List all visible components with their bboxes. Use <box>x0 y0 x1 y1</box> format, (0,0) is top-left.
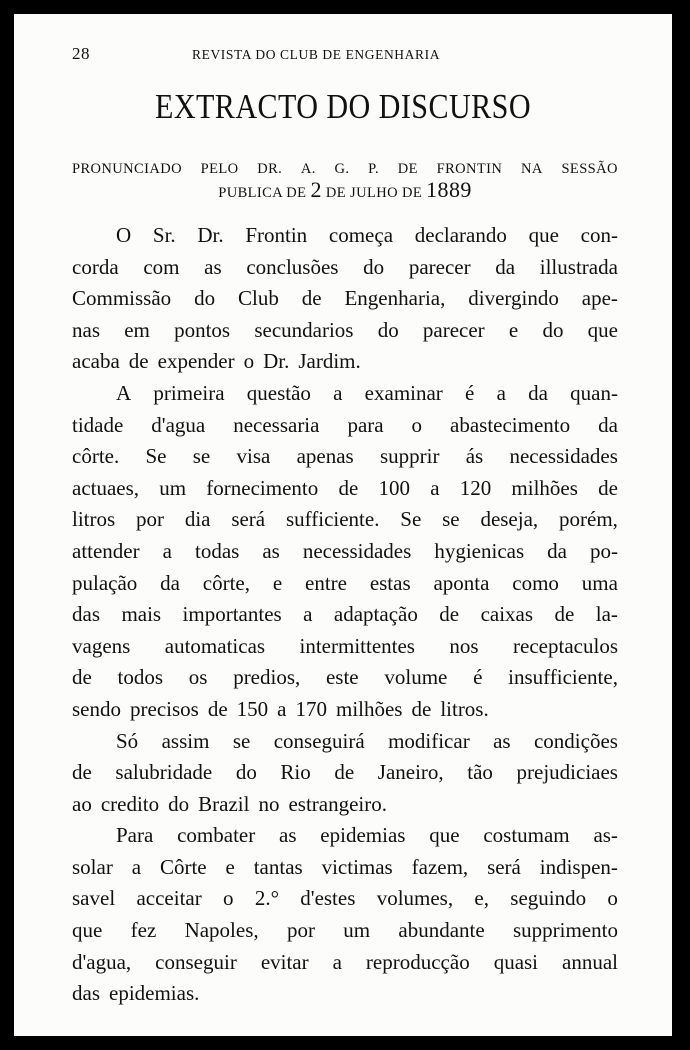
word: de <box>72 760 92 785</box>
word: necessaria <box>233 412 320 437</box>
word: a <box>131 854 142 879</box>
word: Engenharia, <box>344 286 446 311</box>
word: nos <box>449 633 479 658</box>
subtitle-word: P. <box>368 161 380 177</box>
word: como <box>512 570 559 595</box>
word: e, <box>474 886 489 911</box>
word: Para <box>116 823 154 848</box>
word: pontos <box>174 317 231 342</box>
word: começa <box>328 223 394 247</box>
word: de <box>334 760 355 785</box>
word: illustrada <box>539 254 618 279</box>
word: visa <box>236 444 271 469</box>
text-line <box>72 346 618 378</box>
word: seguindo <box>510 886 587 911</box>
word: acceitar <box>136 886 202 911</box>
word: Janeiro, <box>377 760 444 785</box>
running-head: REVISTA DO CLUB DE ENGENHARIA <box>192 47 441 62</box>
word: os <box>188 665 208 690</box>
word: conseguirá <box>273 728 365 753</box>
word: milhões <box>335 696 403 721</box>
article-title: EXTRACTO DO DISCURSO <box>155 87 531 126</box>
word: do <box>542 317 564 342</box>
word: da <box>528 380 548 405</box>
word: deseja, <box>480 507 539 532</box>
word: Rio <box>280 760 311 785</box>
word: da <box>160 570 180 595</box>
word: primeira <box>153 380 225 405</box>
word: Se <box>145 444 167 469</box>
paragraph <box>72 220 618 378</box>
word: de <box>72 665 92 690</box>
word: caixas <box>480 602 534 627</box>
word: predios, <box>233 665 301 690</box>
word: estrangeiro. <box>288 791 387 816</box>
word: as <box>279 823 297 848</box>
paragraph <box>72 378 618 726</box>
word: ao <box>72 791 92 816</box>
text-line <box>72 441 618 473</box>
word: conclusões <box>246 254 339 279</box>
word: da <box>495 254 516 279</box>
text-line <box>72 631 618 663</box>
paragraph <box>72 726 618 821</box>
word: Sr. <box>152 223 176 247</box>
word: A <box>116 380 132 405</box>
subtitle-line <box>72 160 618 178</box>
text-line <box>72 820 618 852</box>
subtitle-part: DE JULHO DE <box>321 185 427 201</box>
text-line <box>72 662 618 694</box>
word: o <box>243 349 255 374</box>
text-line <box>72 947 618 979</box>
word: será <box>231 507 266 532</box>
word: attender <box>72 538 140 563</box>
word: indispen- <box>539 854 618 879</box>
word: acaba <box>72 349 120 374</box>
word: Dr. <box>197 223 224 247</box>
word: ás <box>465 444 484 469</box>
word: de <box>554 602 575 627</box>
word: O <box>116 223 132 247</box>
word: sufficiente. <box>285 507 380 532</box>
word: que <box>72 918 103 943</box>
word: as <box>262 538 280 563</box>
word: de <box>439 602 460 627</box>
word: as <box>204 254 222 279</box>
word: Frontin <box>245 223 308 247</box>
word: necessidades <box>509 444 618 469</box>
page-number: 28 <box>72 44 90 63</box>
word: la- <box>595 602 618 627</box>
text-line <box>72 252 618 284</box>
word: litros. <box>440 696 489 721</box>
word: questão <box>246 380 311 405</box>
word: de <box>128 349 149 374</box>
word: por <box>136 507 164 532</box>
word: Se <box>400 507 422 532</box>
word: dia <box>184 507 211 532</box>
word: a <box>162 538 172 563</box>
word: victimas <box>321 854 393 879</box>
subtitle-word: PRONUNCIADO <box>72 161 182 177</box>
word: côrte, <box>202 570 251 595</box>
article-subtitle <box>72 160 618 202</box>
word: pulação <box>72 570 138 595</box>
word: vagens <box>72 633 131 658</box>
word: do <box>377 317 399 342</box>
word: do <box>168 791 190 816</box>
word: é <box>465 380 475 405</box>
word: parecer <box>422 317 485 342</box>
page-header <box>14 44 672 68</box>
word: d'agua <box>151 412 206 437</box>
document-page <box>14 14 672 1036</box>
word: em <box>124 317 150 342</box>
word: importantes <box>182 602 282 627</box>
word: evitar <box>260 949 309 974</box>
text-line <box>72 915 618 947</box>
text-line <box>72 789 618 821</box>
word: uma <box>581 570 618 595</box>
text-line <box>72 599 618 631</box>
word: se <box>232 728 251 753</box>
subtitle-word: DR. <box>257 161 283 177</box>
word: que <box>528 223 559 247</box>
word: automaticas <box>164 633 266 658</box>
word: no <box>258 791 280 816</box>
word: um <box>159 475 187 500</box>
word: volume <box>384 665 448 690</box>
subtitle-part: PUBLICA DE <box>218 185 311 201</box>
text-line <box>72 852 618 884</box>
word: adaptação <box>333 602 418 627</box>
word: litros <box>72 507 116 532</box>
word: salubridade <box>115 760 213 785</box>
word: sendo <box>72 696 121 721</box>
word: volumes, <box>376 886 454 911</box>
word: milhões <box>511 475 578 500</box>
word: o <box>607 886 618 911</box>
word: condições <box>533 728 618 753</box>
subtitle-word: NA <box>521 161 543 177</box>
word: estas <box>369 570 411 595</box>
word: annual <box>562 949 618 974</box>
text-line <box>72 536 618 568</box>
word: aponta <box>433 570 490 595</box>
word: d'estes <box>300 886 356 911</box>
word: côrte. <box>72 444 120 469</box>
word: prejudiciaes <box>516 760 618 785</box>
text-line <box>72 220 618 252</box>
word: a <box>332 949 342 974</box>
word: entre <box>305 570 347 595</box>
word: parecer <box>408 254 471 279</box>
word: um <box>343 918 371 943</box>
text-line <box>72 378 618 410</box>
word: o <box>411 412 423 437</box>
word: divergindo <box>468 286 559 311</box>
word: tidade <box>72 412 124 437</box>
text-line <box>72 315 618 347</box>
word: do <box>194 286 216 311</box>
word: por <box>286 918 315 943</box>
text-line <box>72 757 618 789</box>
word: modificar <box>388 728 470 753</box>
word: tão <box>467 760 493 785</box>
word: supprir <box>379 444 440 469</box>
word: 100 <box>378 475 410 500</box>
word: da <box>598 412 618 437</box>
word: mais <box>121 602 162 627</box>
word: d'agua, <box>72 949 132 974</box>
word: conseguir <box>155 949 237 974</box>
word: e <box>225 854 235 879</box>
text-line <box>72 978 618 1010</box>
word: Brazil <box>198 791 250 816</box>
word: o <box>223 886 234 911</box>
word: ape- <box>581 286 618 311</box>
word: epidemias <box>320 823 406 848</box>
word: Club <box>238 286 279 311</box>
word: hygienicas <box>434 538 525 563</box>
word: das <box>72 981 100 1006</box>
word: das <box>72 602 100 627</box>
word: abundante <box>398 918 485 943</box>
word: todas <box>194 538 240 563</box>
word: as <box>493 728 511 753</box>
subtitle-part: 2 <box>310 177 322 202</box>
word: quan- <box>570 380 618 405</box>
word: com <box>143 254 180 279</box>
word: a <box>277 696 287 721</box>
word: porém, <box>559 507 618 532</box>
word: precisos <box>130 696 199 721</box>
text-line <box>72 694 618 726</box>
word: e <box>508 317 519 342</box>
word: fez <box>130 918 157 943</box>
word: de <box>598 475 618 500</box>
word: a <box>430 475 440 500</box>
word: para <box>347 412 384 437</box>
word: 170 <box>295 696 327 721</box>
text-line <box>72 568 618 600</box>
word: fazem, <box>411 854 469 879</box>
word: que <box>587 317 618 342</box>
word: combater <box>177 823 256 848</box>
text-line <box>72 726 618 758</box>
subtitle-line <box>72 177 618 202</box>
text-line <box>72 410 618 442</box>
word: solar <box>72 854 113 879</box>
word: intermittentes <box>299 633 415 658</box>
word: será <box>487 854 521 879</box>
word: corda <box>72 254 119 279</box>
word: de <box>411 696 432 721</box>
word: e <box>272 570 283 595</box>
word: savel <box>72 886 116 911</box>
word: Só <box>116 728 139 753</box>
word: 120 <box>459 475 492 500</box>
word: a <box>333 380 343 405</box>
word: Dr. <box>263 349 290 374</box>
word: insufficiente, <box>508 665 618 690</box>
word: de <box>301 286 322 311</box>
word: declarando <box>414 223 507 247</box>
word: Commissão <box>72 286 172 311</box>
word: reproducção <box>365 949 470 974</box>
word: a <box>303 602 313 627</box>
word: examinar <box>364 380 443 405</box>
text-line <box>72 883 618 915</box>
word: receptaculos <box>513 633 618 658</box>
word: se <box>192 444 211 469</box>
word: nas <box>72 317 100 342</box>
word: secundarios <box>254 317 354 342</box>
text-line <box>72 504 618 536</box>
article-body <box>72 220 618 1010</box>
subtitle-word: DE <box>397 161 418 177</box>
subtitle-word: G. <box>334 161 350 177</box>
word: epidemias. <box>109 981 200 1006</box>
word: da <box>547 538 567 563</box>
word: assim <box>161 728 210 753</box>
subtitle-word: A. <box>300 161 316 177</box>
subtitle-part: 1889 <box>426 177 472 202</box>
word: de <box>338 475 359 500</box>
word: 2.° <box>254 886 279 911</box>
word: actuaes, <box>72 475 140 500</box>
word: 150 <box>236 696 269 721</box>
word: expender <box>157 349 235 374</box>
word: Jardim. <box>298 349 361 374</box>
word: as- <box>593 823 618 848</box>
word: é <box>473 665 483 690</box>
word: que <box>429 823 460 848</box>
word: se <box>442 507 460 532</box>
word: tantas <box>253 854 303 879</box>
word: credito <box>100 791 160 816</box>
word: do <box>363 254 385 279</box>
word: necessidades <box>302 538 412 563</box>
word: de <box>207 696 228 721</box>
word: Côrte <box>159 854 207 879</box>
word: abastecimento <box>450 412 571 437</box>
subtitle-word: SESSÃO <box>561 161 618 177</box>
word: quasi <box>493 949 539 974</box>
subtitle-word: FRONTIN <box>436 161 503 177</box>
text-line <box>72 283 618 315</box>
word: a <box>496 380 506 405</box>
word: Napoles, <box>184 918 259 943</box>
word: fornecimento <box>206 475 319 500</box>
word: con- <box>580 223 618 247</box>
word: supprimento <box>512 918 618 943</box>
paragraph <box>72 820 618 1010</box>
word: po- <box>590 538 618 563</box>
subtitle-word: PELO <box>200 161 239 177</box>
word: este <box>325 665 359 690</box>
word: apenas <box>296 444 354 469</box>
word: do <box>235 760 257 785</box>
word: costumam <box>483 823 570 848</box>
text-line <box>72 473 618 505</box>
word: todos <box>117 665 164 690</box>
